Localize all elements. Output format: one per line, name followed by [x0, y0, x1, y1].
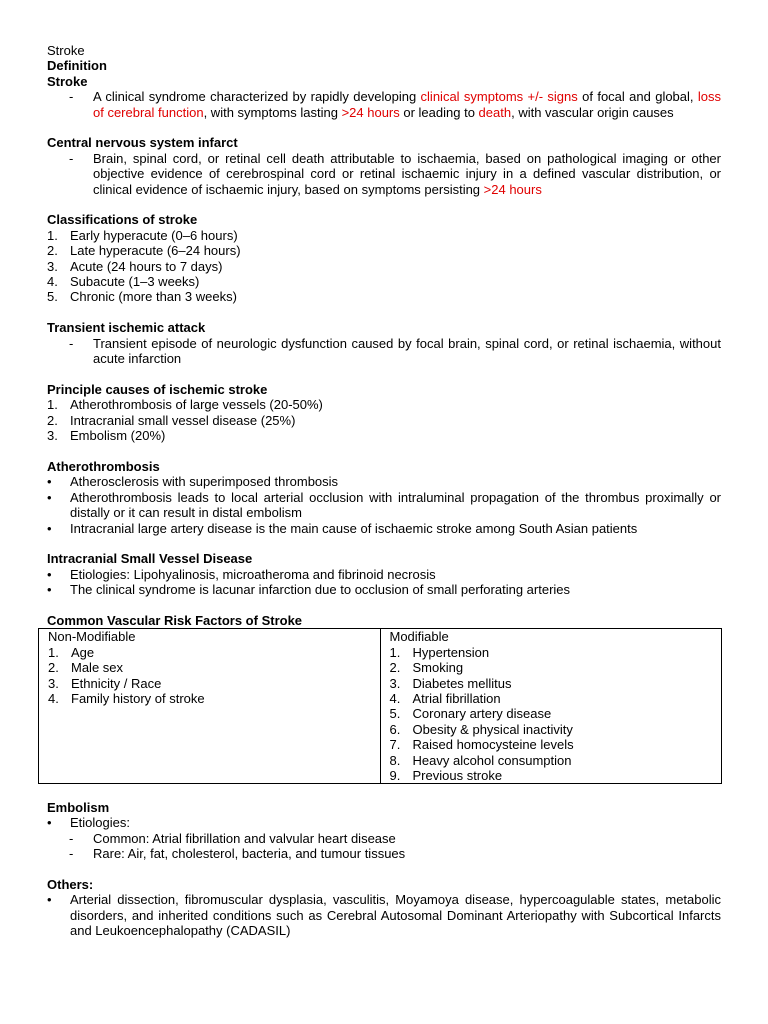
atherothrombosis-heading: Atherothrombosis	[47, 458, 160, 474]
definition-heading: Definition	[47, 58, 107, 74]
list-item: • Atherosclerosis with superimposed thrombosis	[47, 474, 339, 490]
highlight-text: death	[478, 104, 512, 120]
document-title: Stroke	[47, 43, 85, 58]
embolism-heading: Embolism	[47, 799, 110, 815]
bullet-marker: •	[47, 566, 52, 582]
highlight-text: clinical symptoms +/- signs	[420, 89, 578, 105]
classifications-heading: Classifications of stroke	[47, 212, 198, 228]
table-row: 4. Atrial fibrillation	[389, 690, 501, 706]
list-item: - Rare: Air, fat, cholesterol, bacteria, and tumour tissues	[69, 846, 406, 861]
table-row: 3. Ethnicity / Race	[48, 675, 162, 691]
table-row: 1. Hypertension	[389, 644, 490, 660]
atherothrombosis-section	[47, 459, 721, 536]
table-row: 8. Heavy alcohol consumption	[389, 752, 572, 768]
list-item: • Intracranial large artery disease is the main cause of ischaemic stroke among South Asian patients	[47, 520, 638, 536]
table-row: 2. Smoking	[389, 660, 464, 676]
dash-marker: -	[69, 830, 74, 846]
risk-factors-heading: Common Vascular Risk Factors of Stroke	[47, 612, 303, 628]
tia-heading: Transient ischemic attack	[47, 320, 206, 336]
others-section	[47, 877, 721, 939]
table-row: 2. Male sex	[48, 660, 124, 676]
list-item: 3. Embolism (20%)	[47, 428, 166, 444]
causes-section	[47, 382, 721, 444]
cns-infarct-text: - Brain, spinal cord, or retinal cell death attributable to ischaemia, based on pathological imaging or other objective evidence of cerebrospinal cord or retinal ischaemic injury in a defined vascular distribution, or clinical evidence of ischaemic injury, based on symptoms persisting >24 hours	[69, 150, 721, 197]
modifiable-cell	[380, 629, 722, 784]
modifiable-label: Modifiable	[389, 629, 449, 645]
bullet-marker: •	[47, 582, 52, 598]
list-item: • Etiologies:	[47, 815, 130, 831]
small-vessel-section	[47, 551, 721, 597]
classifications-section	[47, 212, 721, 304]
small-vessel-heading: Intracranial Small Vessel Disease	[47, 551, 253, 567]
cns-infarct-heading: Central nervous system infarct	[47, 135, 238, 151]
bullet-marker: •	[47, 474, 52, 490]
table-row: 4. Family history of stroke	[48, 690, 205, 706]
list-item: 1. Atherothrombosis of large vessels (20-50%)	[47, 397, 323, 413]
definition-section	[47, 58, 721, 120]
list-item: • Etiologies: Lipohyalinosis, microatheroma and fibrinoid necrosis	[47, 566, 436, 582]
definition-text: - A clinical syndrome characterized by rapidly developing clinical symptoms +/- signs of focal and global, loss of cerebral function, with symptoms lasting >24 hours or leading to death, with vascular origin causes	[69, 89, 722, 120]
highlight-text: >24 hours	[483, 181, 542, 197]
non-modifiable-cell	[39, 629, 381, 784]
list-item: • Atherothrombosis leads to local arterial occlusion with intraluminal propagation of the thrombus proximally or distally or it can result in distal embolism	[47, 489, 721, 521]
list-item: - Common: Atrial fibrillation and valvular heart disease	[69, 830, 396, 846]
table-row: 9. Previous stroke	[389, 767, 503, 783]
list-item: 2. Late hyperacute (6–24 hours)	[47, 243, 241, 259]
risk-factors-table	[38, 628, 722, 784]
dash-marker: -	[69, 150, 74, 166]
table-row: 3. Diabetes mellitus	[389, 675, 512, 691]
list-item: 4. Subacute (1–3 weeks)	[47, 274, 200, 290]
highlight-text: loss of cerebral function	[93, 89, 722, 120]
list-item: 5. Chronic (more than 3 weeks)	[47, 289, 237, 305]
others-heading: Others:	[47, 876, 94, 892]
document-page	[47, 43, 721, 954]
non-modifiable-label: Non-Modifiable	[48, 629, 136, 645]
table-row: 6. Obesity & physical inactivity	[389, 721, 573, 737]
stroke-subheading: Stroke	[47, 73, 88, 89]
dash-marker: -	[69, 335, 74, 351]
list-item: 1. Early hyperacute (0–6 hours)	[47, 227, 238, 243]
tia-section	[47, 320, 721, 366]
bullet-marker: •	[47, 815, 52, 831]
list-item: • The clinical syndrome is lacunar infarction due to occlusion of small perforating arteries	[47, 582, 571, 598]
bullet-marker: •	[47, 489, 52, 505]
dash-marker: -	[69, 89, 74, 105]
list-item: • Arterial dissection, fibromuscular dysplasia, vasculitis, Moyamoya disease, hypercoagulable states, metabolic disorders, and inherited conditions such as Cerebral Autosomal Dominant Arteriopathy with Subcortical Infarcts and Leukoencephalopathy (CADASIL)	[47, 892, 721, 939]
bullet-marker: •	[47, 520, 52, 536]
table-row: 5. Coronary artery disease	[389, 706, 552, 722]
tia-text: - Transient episode of neurologic dysfunction caused by focal brain, spinal cord, or retinal ischaemia, without acute infarction	[69, 335, 721, 367]
table-row: 1. Age	[48, 644, 95, 660]
list-item: 3. Acute (24 hours to 7 days)	[47, 258, 223, 274]
dash-marker: -	[69, 846, 74, 861]
causes-heading: Principle causes of ischemic stroke	[47, 381, 268, 397]
highlight-text: >24 hours	[341, 104, 400, 120]
bullet-marker: •	[47, 892, 52, 908]
embolism-section	[47, 800, 721, 862]
risk-factors-section	[47, 613, 721, 784]
list-item: 2. Intracranial small vessel disease (25%)	[47, 412, 296, 428]
cns-infarct-section	[47, 135, 721, 197]
table-row: 7. Raised homocysteine levels	[389, 737, 574, 753]
